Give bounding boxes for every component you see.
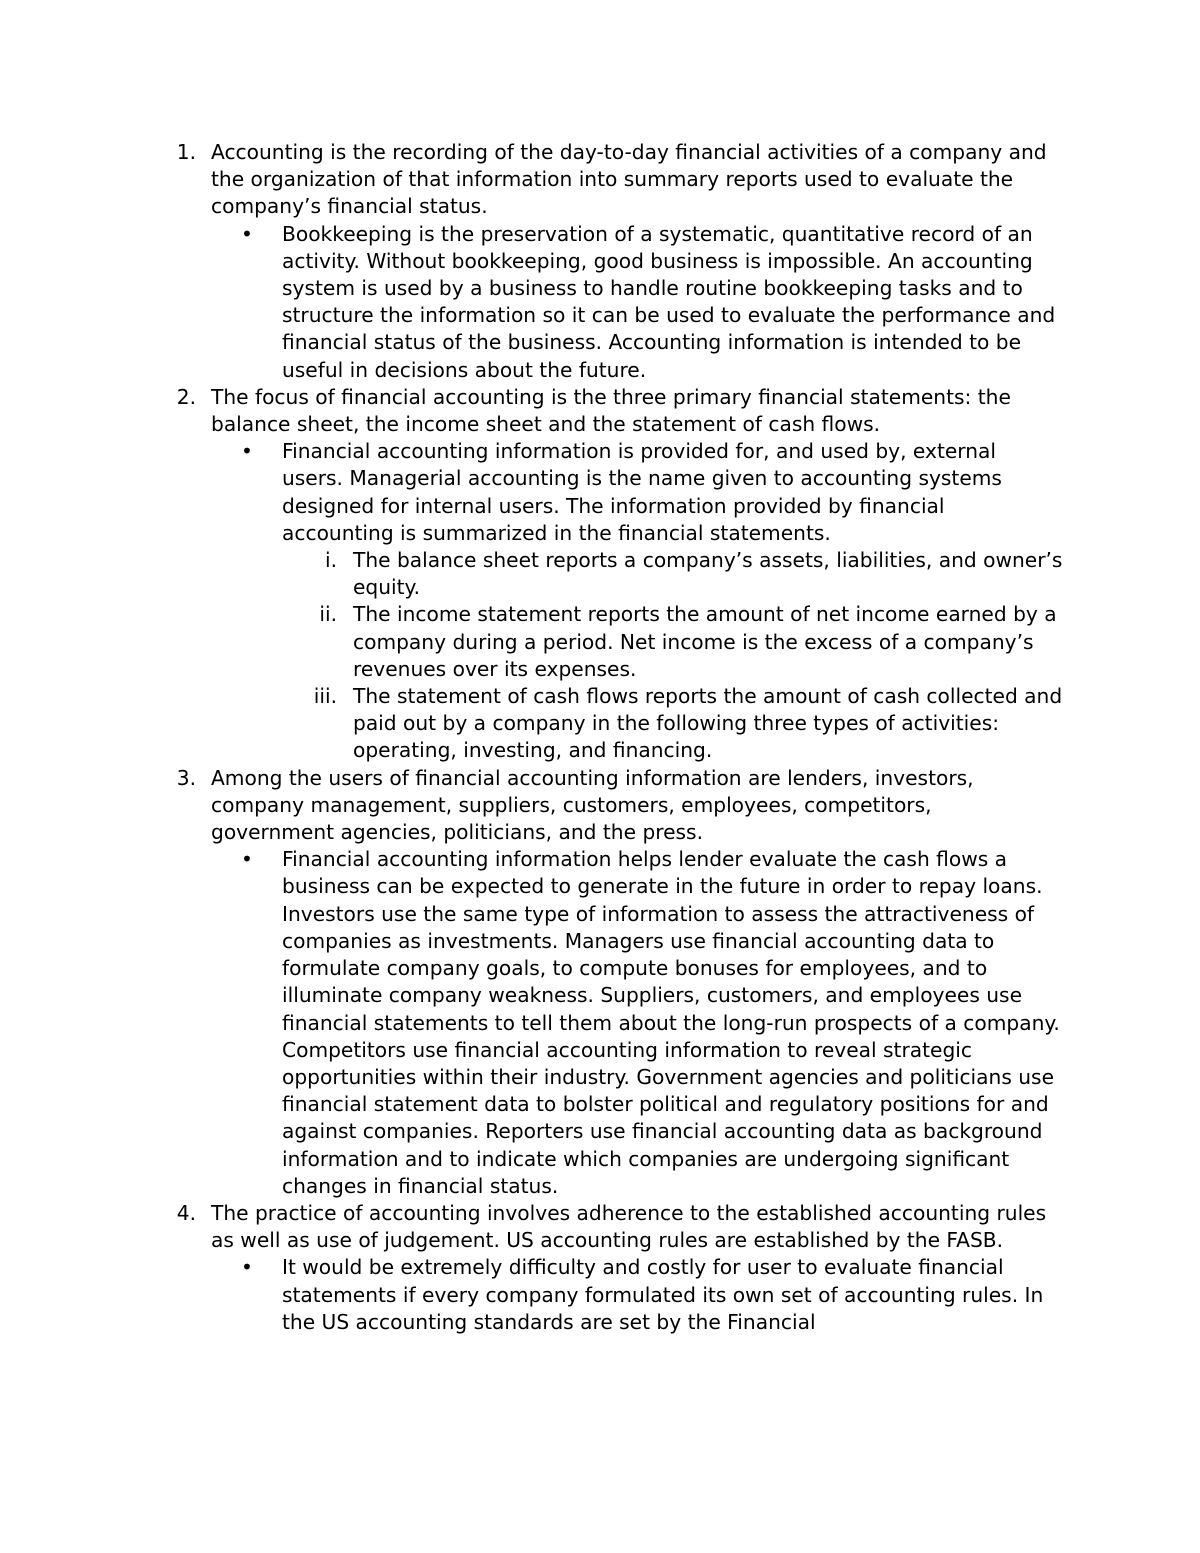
bullet-item	[0, 438, 1200, 547]
bullet-text: Bookkeeping is the preservation of a systematic, quantitative record of an activity. Without bookkeeping, good business is impossible. An accounting system is used by a business to handle routine bookkeeping tasks and to structure the information so it can be used to evaluate the performance and financial status of the business. Accounting information is intended to be useful in decisions about the future.	[282, 221, 1056, 382]
list-number: 2.	[176, 384, 196, 409]
bullet-text: Financial accounting information helps lender evaluate the cash flows a business can be expected to generate in the future in order to repay loans. Investors use the same type of information to assess the attractiveness of companies as investments. Managers use financial accounting data to formulate company goals, to compute bonuses for employees, and to illuminate company weakness. Suppliers, customers, and employees use financial statements to tell them about the long-run prospects of a company. Competitors use financial accounting information to reveal strategic opportunities within their industry. Government agencies and politicians use financial statement data to bolster political and regulatory positions for and against companies. Reporters use financial accounting data as background information and to indicate which companies are undergoing significant changes in financial status.	[282, 847, 1060, 1198]
list-item	[0, 384, 1200, 438]
bullet-item	[0, 846, 1200, 1200]
list-number: 3.	[176, 765, 196, 790]
roman-numeral: ii.	[319, 602, 337, 627]
roman-item	[0, 601, 1200, 683]
list-item	[0, 765, 1200, 847]
roman-numeral: iii.	[313, 684, 337, 709]
list-item-text: Accounting is the recording of the day-to-day financial activities of a company and the organization of that information into summary reports used to evaluate the company’s financial status.	[211, 140, 1047, 219]
bullet-text: Financial accounting information is provided for, and used by, external users. Managerial accounting is the name given to accounting systems designed for internal users. The information provided by financial accounting is summarized in the financial statements.	[282, 439, 1002, 545]
list-item	[0, 1200, 1200, 1254]
list-number: 1.	[176, 140, 196, 164]
bullet-icon: •	[241, 221, 253, 246]
roman-item-text: The statement of cash flows reports the amount of cash collected and paid out by a company in the following three types of activities: operating, investing, and financing.	[353, 684, 1063, 763]
document-body	[0, 139, 1200, 1336]
roman-item-text: The income statement reports the amount of net income earned by a company during a period. Net income is the excess of a company’s revenues over its expenses.	[353, 602, 1057, 681]
list-item-text: The practice of accounting involves adherence to the established accounting rules as well as use of judgement. US accounting rules are established by the FASB.	[211, 1200, 1047, 1253]
bullet-icon: •	[241, 847, 253, 872]
bullet-item	[0, 1254, 1200, 1336]
bullet-icon: •	[241, 439, 253, 464]
bullet-icon: •	[241, 1255, 253, 1280]
list-item-text: Among the users of financial accounting information are lenders, investors, company management, suppliers, customers, employees, competitors, government agencies, politicians, and the press.	[211, 765, 974, 845]
list-item	[0, 139, 1200, 221]
roman-numeral: i.	[324, 548, 337, 573]
bullet-item	[0, 221, 1200, 384]
list-item-text: The focus of financial accounting is the three primary financial statements: the balance sheet, the income sheet and the statement of cash flows.	[211, 384, 1011, 437]
roman-item	[0, 547, 1200, 601]
list-number: 4.	[176, 1200, 196, 1225]
roman-item	[0, 683, 1200, 765]
bullet-text: It would be extremely difficulty and costly for user to evaluate financial statements if every company formulated its own set of accounting rules. In the US accounting standards are set by the Financial	[282, 1255, 1044, 1334]
roman-item-text: The balance sheet reports a company’s assets, liabilities, and owner’s equity.	[353, 548, 1063, 600]
